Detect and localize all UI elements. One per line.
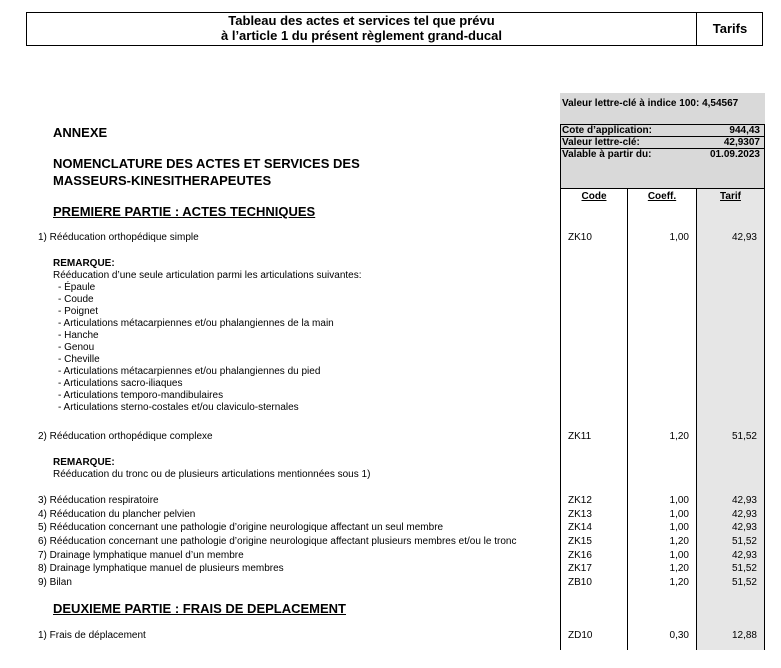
row-tarif: 51,52: [731, 577, 757, 588]
row-coeff: 1,00: [669, 232, 689, 243]
nomenclature-line1: NOMENCLATURE DES ACTES ET SERVICES DES: [53, 156, 360, 171]
param-rule: [560, 188, 765, 189]
column-line: [764, 124, 765, 650]
row-code: ZK14: [568, 522, 592, 533]
header-title-line2: à l’article 1 du présent règlement grand-ducal: [220, 28, 503, 43]
nomenclature-line2: MASSEURS-KINESITHERAPEUTES: [53, 173, 272, 188]
articulation-list: [58, 282, 334, 414]
row-coeff: 1,00: [669, 522, 689, 533]
row-label: 1) Rééducation orthopédique simple: [38, 232, 199, 243]
cote-label: Cote d’application:: [562, 125, 652, 136]
row-coeff: 1,20: [669, 536, 689, 547]
valeur-label: Valeur lettre-clé:: [562, 137, 640, 148]
valable-value: 01.09.2023: [709, 149, 760, 160]
articulation-item: - Articulations métacarpiennes et/ou phalangiennes du pied: [58, 366, 321, 377]
articulation-item: - Articulations temporo-mandibulaires: [58, 390, 224, 401]
row-label: 6) Rééducation concernant une pathologie d’origine neurologique affectant plusieurs membres et/ou le tronc: [38, 536, 517, 547]
row-tarif: 12,88: [731, 630, 757, 641]
row-tarif: 42,93: [731, 522, 757, 533]
articulation-item: - Hanche: [58, 330, 99, 341]
articulation-item: - Poignet: [58, 306, 99, 317]
row-code: ZK11: [568, 431, 592, 442]
row-tarif: 42,93: [731, 509, 757, 520]
row-coeff: 1,20: [669, 563, 689, 574]
row-label: 9) Bilan: [38, 577, 72, 588]
cote-value: 944,43: [729, 125, 760, 136]
row-tarif: 51,52: [731, 536, 757, 547]
part1-title: PREMIERE PARTIE : ACTES TECHNIQUES: [53, 204, 316, 219]
header-title-line1: Tableau des actes et services tel que prévu: [228, 13, 495, 28]
row-tarif: 51,52: [731, 431, 757, 442]
row-code: ZK12: [568, 495, 592, 506]
header-title: [27, 13, 696, 45]
row-tarif: 51,52: [731, 563, 757, 574]
row-coeff: 1,00: [669, 495, 689, 506]
valable-label: Valable à partir du:: [562, 149, 652, 160]
row-label: 5) Rééducation concernant une pathologie d’origine neurologique affectant un seul membre: [38, 522, 444, 533]
row-code: ZK17: [568, 563, 592, 574]
row-code: ZK10: [568, 232, 592, 243]
row-label: 8) Drainage lymphatique manuel de plusieurs membres: [38, 563, 284, 574]
row-coeff: 1,20: [669, 431, 689, 442]
valeur-value: 42,9307: [723, 137, 760, 148]
row-label: 1) Frais de déplacement: [38, 630, 146, 641]
articulation-item: - Cheville: [58, 354, 100, 365]
articulation-item: - Articulations sterno-costales et/ou claviculo-sternales: [58, 402, 299, 413]
row-coeff: 0,30: [669, 630, 689, 641]
remark-title: REMARQUE:: [53, 457, 115, 468]
header-tarifs: Tarifs: [712, 21, 748, 36]
remark-text: Rééducation du tronc ou de plusieurs articulations mentionnées sous 1): [53, 469, 371, 480]
row-tarif: 42,93: [731, 232, 757, 243]
row-tarif: 42,93: [731, 550, 757, 561]
row-code: ZK13: [568, 509, 592, 520]
row-code: ZK16: [568, 550, 592, 561]
articulation-item: - Articulations sacro-iliaques: [58, 378, 183, 389]
row-code: ZB10: [568, 577, 592, 588]
part2-title: DEUXIEME PARTIE : FRAIS DE DEPLACEMENT: [53, 601, 347, 616]
articulation-item: - Coude: [58, 294, 94, 305]
row-label: 2) Rééducation orthopédique complexe: [38, 431, 213, 442]
column-header-coeff: Coeff.: [647, 191, 677, 202]
articulation-item: - Épaule: [58, 282, 96, 293]
row-code: ZK15: [568, 536, 592, 547]
row-label: 7) Drainage lymphatique manuel d’un membre: [38, 550, 244, 561]
row-coeff: 1,00: [669, 550, 689, 561]
nomenclature-title: [53, 155, 473, 189]
articulation-item: - Articulations métacarpiennes et/ou phalangiennes de la main: [58, 318, 334, 329]
row-tarif: 42,93: [731, 495, 757, 506]
row-label: 3) Rééducation respiratoire: [38, 495, 159, 506]
column-line: [560, 124, 561, 650]
row-code: ZD10: [568, 630, 593, 641]
column-header-tarif: Tarif: [720, 191, 741, 202]
row-coeff: 1,20: [669, 577, 689, 588]
row-coeff: 1,00: [669, 509, 689, 520]
annexe-title: ANNEXE: [53, 125, 108, 140]
row-label: 4) Rééducation du plancher pelvien: [38, 509, 196, 520]
column-header-code: Code: [581, 191, 607, 202]
articulation-item: - Genou: [58, 342, 95, 353]
indice-value: Valeur lettre-clé à indice 100: 4,54567: [562, 98, 739, 109]
remark-intro: Rééducation d’une seule articulation parmi les articulations suivantes:: [53, 270, 362, 281]
remark-title: REMARQUE:: [53, 258, 115, 269]
